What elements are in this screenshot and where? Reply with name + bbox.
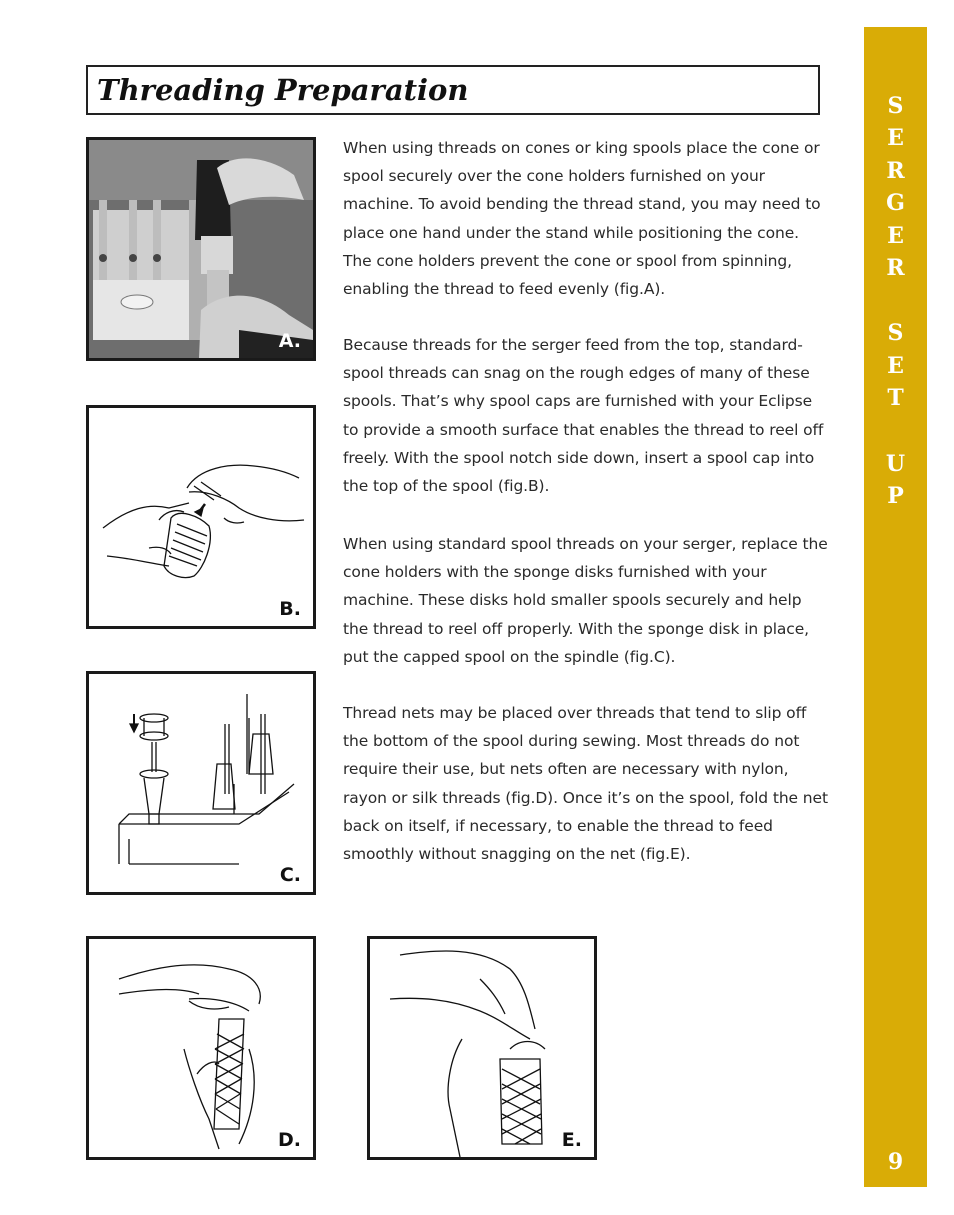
paragraph-thread-nets: Thread nets may be placed over threads that tend to slip off the bottom of the spool during sewing. Most threads do not require their use, but nets often are necessary with nylon, rayon or silk threads (fig.D). Once it’s on the spool, fold the net back on itself, if necessary, to enable the thread to feed smoothly without snagging on the net (fig.E).	[343, 704, 828, 864]
figure-a-photo	[86, 137, 316, 361]
sidebar-letter: R	[886, 158, 905, 184]
figure-label-a: A.	[278, 330, 301, 352]
figure-b-spool-cap	[86, 405, 316, 629]
paragraph-sponge-disks: When using standard spool threads on your serger, replace the cone holders with the sponge disks furnished with your machine. These disks hold smaller spools securely and help the thread to reel off properly. With the sponge disk in place, put the capped spool on the spindle (fig.C).	[343, 535, 828, 666]
sidebar-letter: P	[887, 483, 904, 509]
figure-d-thread-net	[86, 936, 316, 1160]
figure-c-spindle	[86, 671, 316, 895]
sidebar-letter: G	[886, 190, 905, 216]
page-number: 9	[887, 1149, 904, 1175]
sidebar-letter: S	[887, 93, 904, 119]
section-sidebar	[864, 27, 927, 1187]
sidebar-letter: E	[887, 125, 904, 151]
spindle-illustration	[89, 674, 313, 892]
sidebar-letter: E	[887, 223, 904, 249]
thread-net-on-spool-illustration	[89, 939, 313, 1157]
sidebar-letter: R	[886, 255, 905, 281]
figure-label-c: C.	[279, 864, 301, 886]
figure-e-folded-net	[367, 936, 597, 1160]
paragraph-cones: When using threads on cones or king spools place the cone or spool securely over the cone holders furnished on your machine. To avoid bending the thread stand, you may need to place one hand under the stand while positioning the cone. The cone holders prevent the cone or spool from spinning, enabling the thread to feed evenly (fig.A).	[343, 139, 821, 299]
sidebar-letter: S	[887, 320, 904, 346]
figure-label-d: D.	[278, 1129, 301, 1151]
page-title: Threading Preparation	[97, 73, 469, 107]
spool-cap-illustration	[89, 408, 313, 626]
serger-photo-illustration	[89, 140, 313, 358]
sidebar-letter: E	[887, 353, 904, 379]
folded-net-illustration	[370, 939, 594, 1157]
paragraph-spool-caps: Because threads for the serger feed from the top, standard-spool threads can snag on the rough edges of many of these spools. That’s why spool caps are furnished with your Eclipse to provide a smooth surface that enables the thread to reel off freely. With the spool notch side down, insert a spool cap into the top of the spool (fig.B).	[343, 336, 824, 496]
figure-label-e: E.	[561, 1129, 582, 1151]
figure-label-b: B.	[279, 598, 301, 620]
sidebar-letter: U	[885, 451, 906, 477]
title-box	[86, 65, 820, 115]
sidebar-letter: T	[887, 385, 904, 411]
